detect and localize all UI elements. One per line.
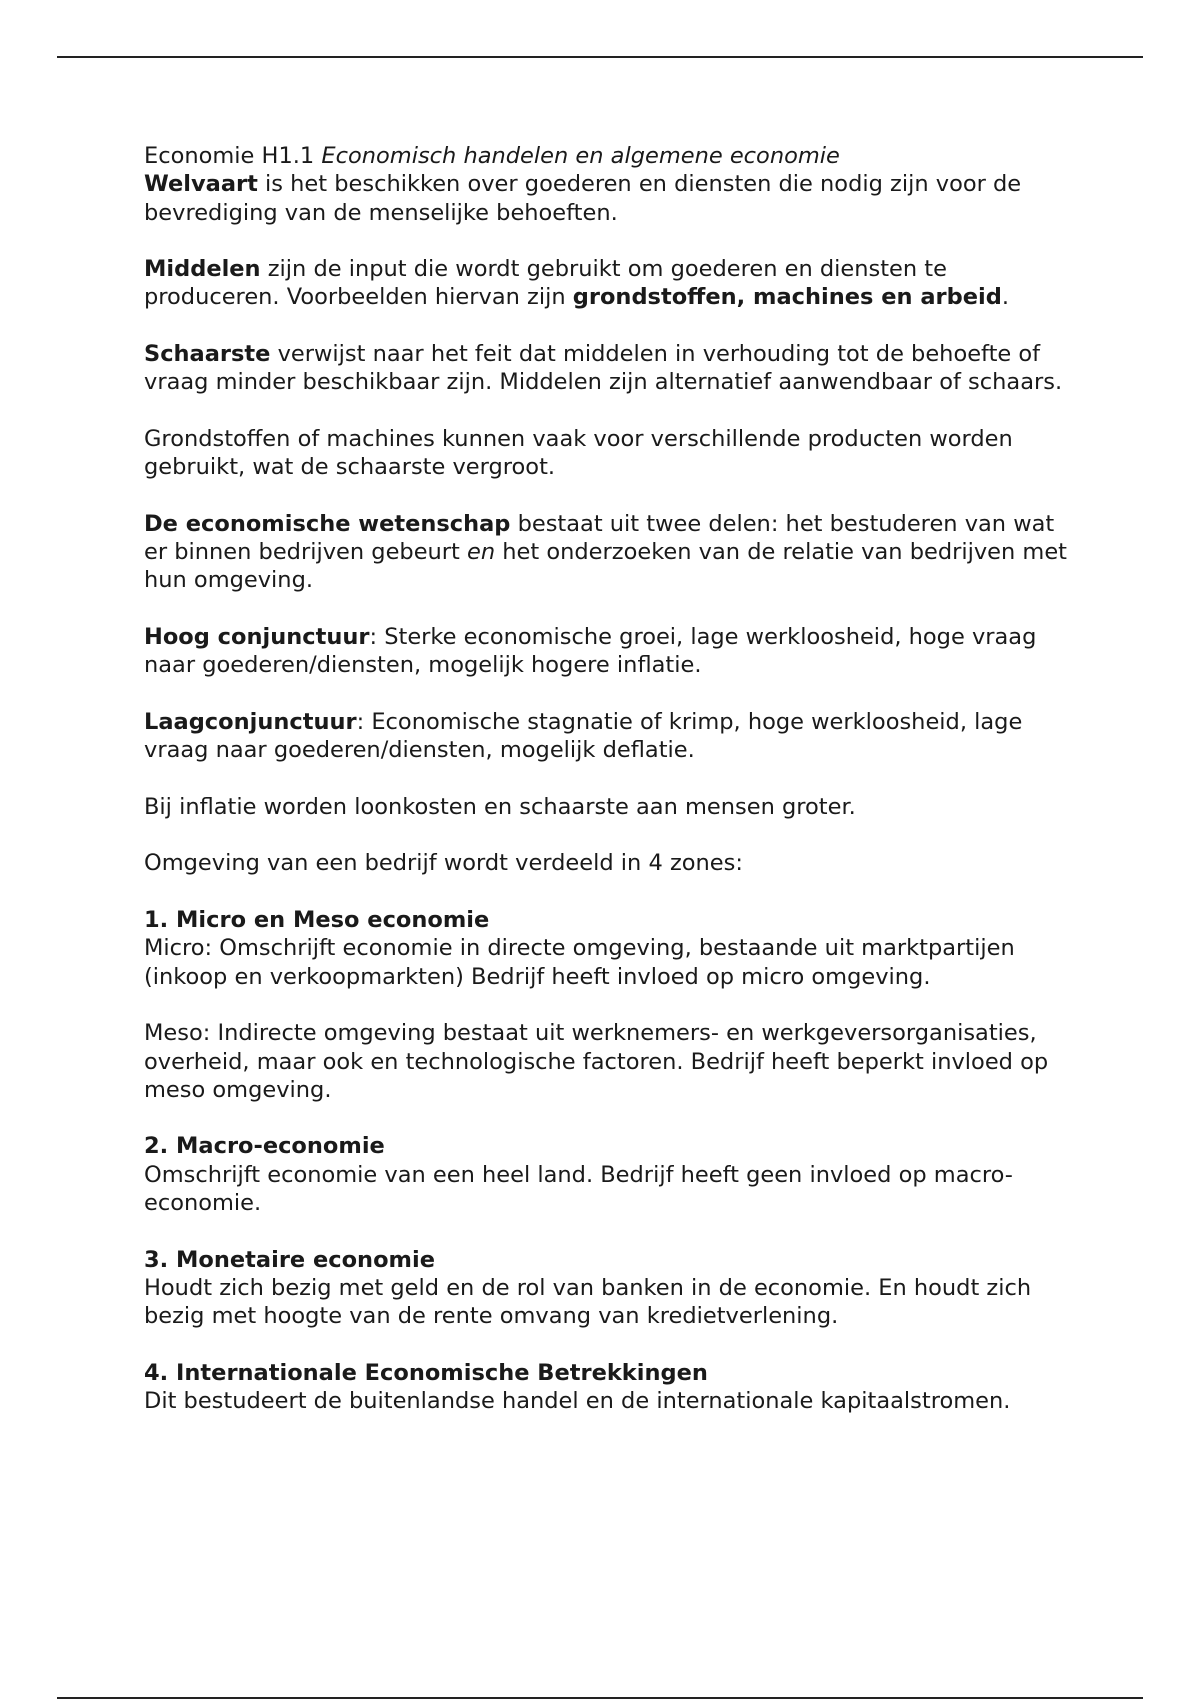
document-body	[144, 142, 1074, 1444]
zone-2-heading: 2. Macro-economie	[144, 1133, 385, 1160]
paragraph-omgeving: Omgeving van een bedrijf wordt verdeeld in 4 zones:	[144, 850, 743, 877]
zone-1-micro: Micro: Omschrijft economie in directe omgeving, bestaande uit marktpartijen (inkoop en verkoopmarkten) Bedrijf heeft invloed op micro omgeving.	[144, 935, 1015, 990]
title-prefix: Economie H1.1	[144, 143, 322, 169]
definition-text: zijn de input die wordt gebruikt om goederen en diensten te produceren. Voorbeelden hiervan zijn	[144, 256, 947, 311]
definition-text: het onderzoeken van de relatie van bedrijven met hun omgeving.	[144, 539, 1068, 594]
emphasis-en: en	[467, 539, 496, 566]
footer-rule	[57, 1697, 1143, 1699]
definition-text: bestaat uit twee delen: het bestuderen van wat er binnen bedrijven gebeurt	[144, 510, 1055, 566]
definition-middelen	[144, 255, 1074, 312]
zone-4-heading: 4. Internationale Economische Betrekkingen	[144, 1359, 708, 1386]
definition-welvaart	[144, 170, 1074, 227]
term-hoogconjunctuur: Hoog conjunctuur	[144, 624, 370, 651]
term-welvaart: Welvaart	[144, 171, 258, 198]
definition-laagconjunctuur	[144, 708, 1074, 765]
zone-1-meso: Meso: Indirecte omgeving bestaat uit werknemers- en werkgeversorganisaties, overheid, maar ook en technologische factoren. Bedrijf heeft beperkt invloed op meso omgeving.	[144, 1020, 1049, 1103]
zone-1-heading: 1. Micro en Meso economie	[144, 907, 490, 934]
term-wetenschap: De economische wetenschap	[144, 510, 511, 537]
definition-hoogconjunctuur	[144, 623, 1074, 680]
zone-4-text: Dit bestudeert de buitenlandse handel en de internationale kapitaalstromen.	[144, 1388, 1011, 1415]
definition-text: verwijst naar het feit dat middelen in verhouding tot de behoefte of vraag minder beschikbaar zijn. Middelen zijn alternatief aanwendbaar of schaars.	[144, 341, 1063, 396]
definition-text: : Sterke economische groei, lage werkloosheid, hoge vraag naar goederen/diensten, mogelijk hogere inflatie.	[144, 624, 1037, 679]
zone-2-text: Omschrijft economie van een heel land. Bedrijf heeft geen invloed op macro-economie.	[144, 1161, 1013, 1216]
definition-text: : Economische stagnatie of krimp, hoge werkloosheid, lage vraag naar goederen/diensten, mogelijk deflatie.	[144, 708, 1023, 764]
document-title	[144, 142, 1074, 170]
definition-text: is het beschikken over goederen en diensten die nodig zijn voor de bevrediging van de menselijke behoeften.	[144, 171, 1022, 226]
definition-wetenschap	[144, 510, 1074, 595]
paragraph-inflatie: Bij inflatie worden loonkosten en schaarste aan mensen groter.	[144, 793, 856, 820]
zone-3-heading: 3. Monetaire economie	[144, 1246, 435, 1273]
header-rule	[57, 56, 1143, 58]
zone-3-text: Houdt zich bezig met geld en de rol van banken in de economie. En houdt zich bezig met hoogte van de rente omvang van kredietverlening.	[144, 1274, 1032, 1330]
term-middelen: Middelen	[144, 256, 261, 283]
paragraph-grondstoffen: Grondstoffen of machines kunnen vaak voor verschillende producten worden gebruikt, wat de schaarste vergroot.	[144, 425, 1013, 481]
definition-schaarste	[144, 340, 1074, 397]
middelen-examples: grondstoffen, machines en arbeid	[572, 284, 1002, 311]
term-laagconjunctuur: Laagconjunctuur	[144, 708, 357, 735]
term-schaarste: Schaarste	[144, 341, 271, 368]
title-subject: Economisch handelen en algemene economie	[321, 143, 840, 169]
definition-end: .	[1001, 284, 1009, 311]
